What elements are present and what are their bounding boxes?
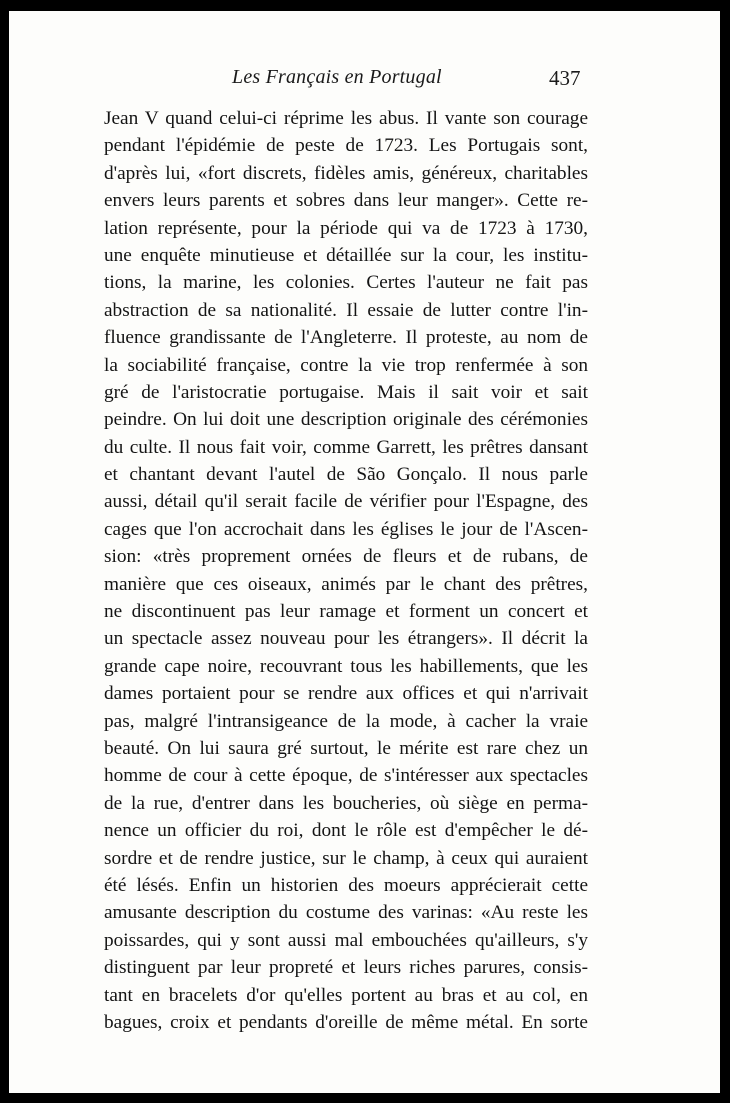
text-line: bagues, croix et pendants d'oreille de même métal. En sorte — [104, 1011, 588, 1033]
text-line: nence un officier du roi, dont le rôle est d'empêcher le dé- — [104, 820, 588, 842]
text-line: ne discontinuent pas leur ramage et forment un concert et — [104, 601, 588, 623]
text-line: homme de cour à cette époque, de s'intéresser aux spectacles — [104, 765, 588, 787]
text-line: pendant l'épidémie de peste de 1723. Les Portugais sont, — [104, 135, 588, 157]
text-line: la sociabilité française, contre la vie trop renfermée à son — [104, 354, 588, 376]
text-line: de la rue, d'entrer dans les boucheries, où siège en perma- — [104, 792, 588, 814]
text-line: une enquête minutieuse et détaillée sur la cour, les institu- — [104, 244, 588, 266]
text-line: abstraction de sa nationalité. Il essaie de lutter contre l'in- — [104, 299, 588, 321]
text-line: beauté. On lui saura gré surtout, le mérite est rare chez un — [104, 737, 588, 759]
text-line: gré de l'aristocratie portugaise. Mais il sait voir et sait — [104, 381, 588, 403]
text-line: Jean V quand celui-ci réprime les abus. Il vante son courage — [104, 108, 588, 129]
text-line: fluence grandissante de l'Angleterre. Il proteste, au nom de — [104, 327, 588, 349]
text-line: sion: «très proprement ornées de fleurs et de rubans, de — [104, 546, 588, 568]
page-number: 437 — [549, 66, 581, 90]
book-page — [9, 11, 720, 1093]
text-line: d'après lui, «fort discrets, fidèles amis, généreux, charitables — [104, 162, 588, 184]
text-line: un spectacle assez nouveau pour les étrangers». Il décrit la — [104, 628, 588, 650]
text-line: peindre. On lui doit une description originale des cérémonies — [104, 409, 588, 431]
running-head — [9, 66, 720, 98]
text-line: grande cape noire, recouvrant tous les habillements, que les — [104, 655, 588, 677]
text-line: envers leurs parents et sobres dans leur manger». Cette re- — [104, 190, 588, 212]
text-line: cages que l'on accrochait dans les églises le jour de l'Ascen- — [104, 518, 588, 540]
text-line: tions, la marine, les colonies. Certes l'auteur ne fait pas — [104, 272, 588, 294]
text-line: du culte. Il nous fait voir, comme Garrett, les prêtres dansant — [104, 436, 588, 458]
text-line: tant en bracelets d'or qu'elles portent au bras et au col, en — [104, 984, 588, 1006]
text-line: dames portaient pour se rendre aux offices et qui n'arrivait — [104, 683, 588, 705]
text-line: manière que ces oiseaux, animés par le chant des prêtres, — [104, 573, 588, 595]
text-line: distinguent par leur propreté et leurs riches parures, consis- — [104, 957, 588, 979]
running-title: Les Français en Portugal — [232, 66, 442, 88]
text-line: sordre et de rendre justice, sur le champ, à ceux qui auraient — [104, 847, 588, 869]
text-line: aussi, détail qu'il serait facile de vérifier pour l'Espagne, des — [104, 491, 588, 513]
text-line: poissardes, qui y sont aussi mal embouchées qu'ailleurs, s'y — [104, 929, 588, 951]
text-line: et chantant devant l'autel de São Gonçalo. Il nous parle — [104, 464, 588, 486]
text-line: amusante description du costume des varinas: «Au reste les — [104, 902, 588, 924]
text-line: lation représente, pour la période qui va de 1723 à 1730, — [104, 217, 588, 239]
text-line: pas, malgré l'intransigeance de la mode, à cacher la vraie — [104, 710, 588, 732]
text-line: été lésés. Enfin un historien des moeurs apprécierait cette — [104, 874, 588, 896]
body-text — [104, 105, 588, 1036]
